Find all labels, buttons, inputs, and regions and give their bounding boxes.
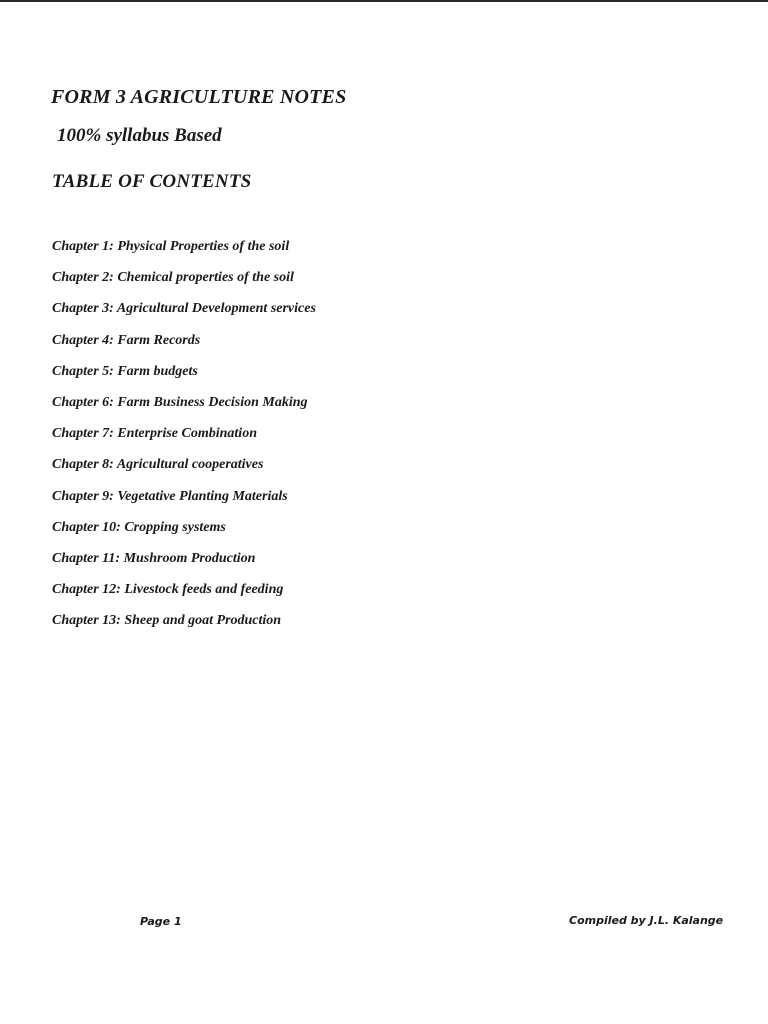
toc-item-chapter-7: Chapter 7: Enterprise Combination (52, 426, 257, 442)
toc-item-chapter-2: Chapter 2: Chemical properties of the soil (52, 270, 294, 286)
toc-heading: TABLE OF CONTENTS (52, 171, 252, 192)
footer-page-number: Page 1 (140, 915, 182, 928)
toc-item-chapter-6: Chapter 6: Farm Business Decision Making (52, 394, 308, 410)
table-of-contents (52, 237, 316, 642)
toc-item-chapter-4: Chapter 4: Farm Records (52, 332, 201, 348)
toc-item-chapter-9: Chapter 9: Vegetative Planting Materials (52, 488, 288, 504)
document-subtitle: 100% syllabus Based (57, 125, 222, 146)
toc-item-chapter-10: Chapter 10: Cropping systems (52, 519, 226, 535)
toc-item-chapter-3: Chapter 3: Agricultural Development services (52, 301, 316, 317)
toc-item-chapter-1: Chapter 1: Physical Properties of the soil (52, 239, 290, 254)
toc-item-chapter-5: Chapter 5: Farm budgets (52, 363, 198, 379)
footer-credit: Compiled by J.L. Kalange (569, 914, 724, 927)
toc-item-chapter-13: Chapter 13: Sheep and goat Production (52, 613, 282, 629)
page-top-edge (0, 0, 768, 2)
document-title: FORM 3 AGRICULTURE NOTES (51, 86, 347, 108)
toc-item-chapter-8: Chapter 8: Agricultural cooperatives (52, 457, 264, 473)
toc-item-chapter-11: Chapter 11: Mushroom Production (52, 550, 256, 566)
toc-item-chapter-12: Chapter 12: Livestock feeds and feeding (52, 582, 284, 598)
